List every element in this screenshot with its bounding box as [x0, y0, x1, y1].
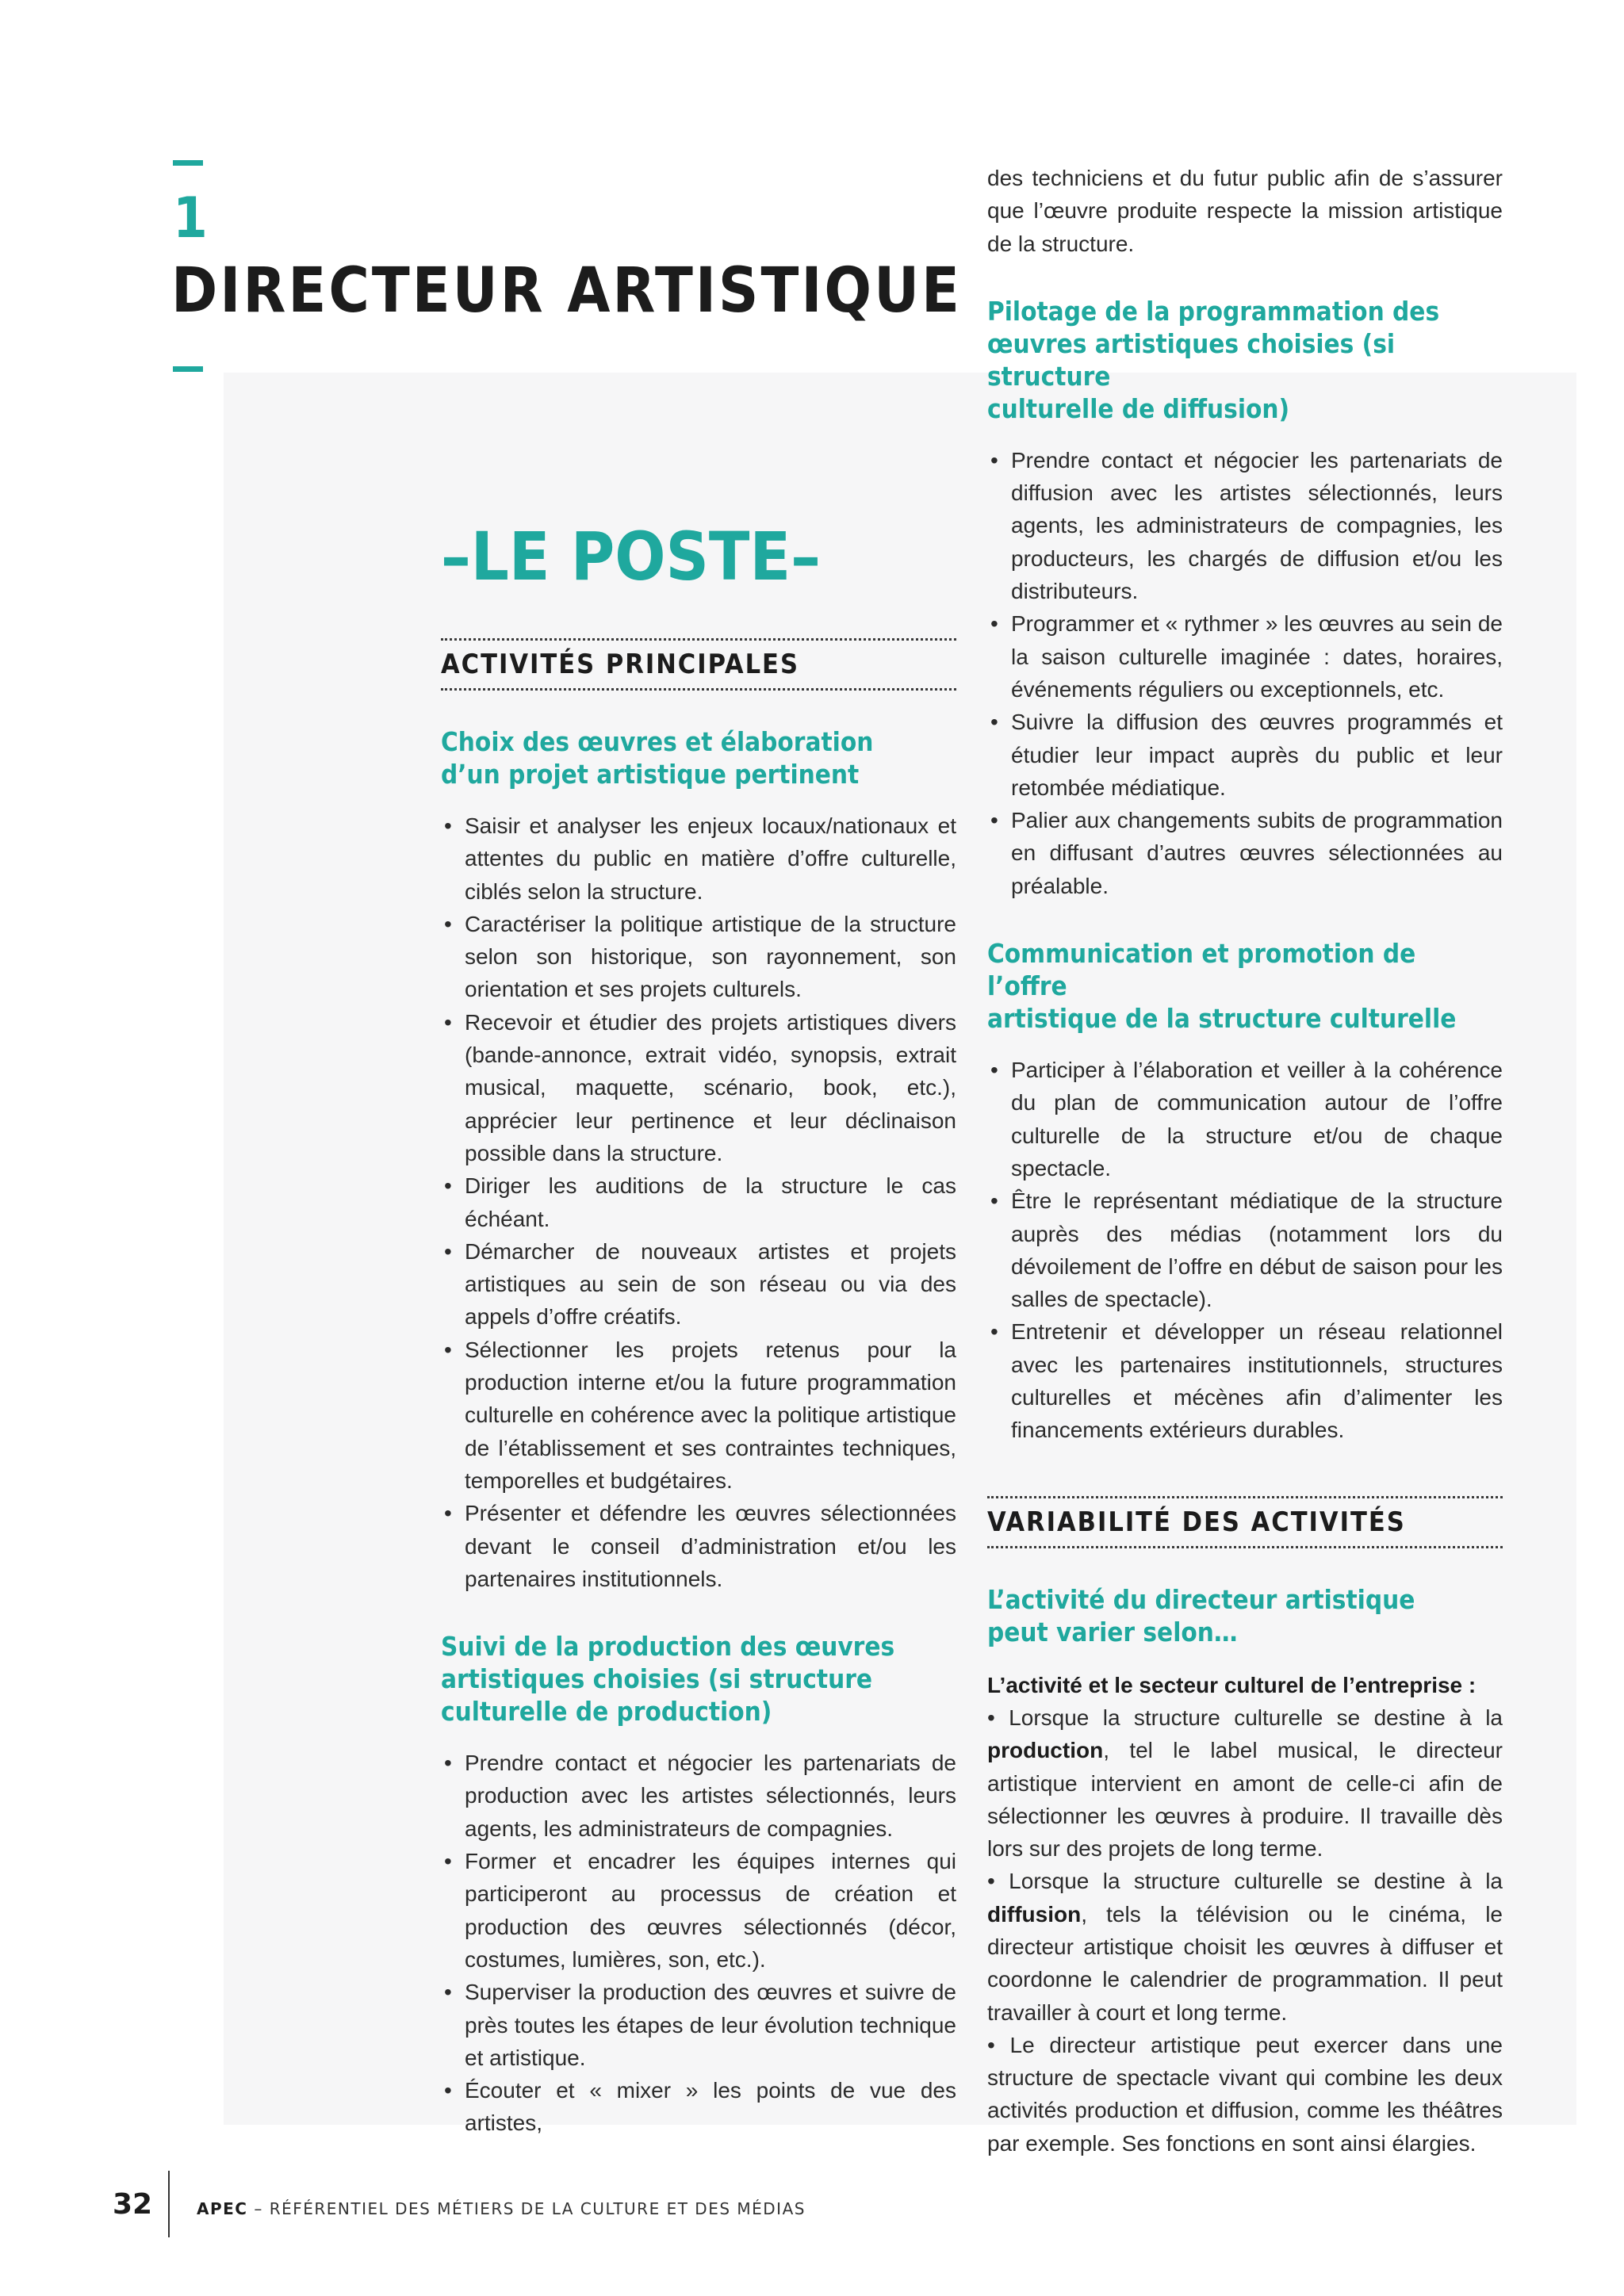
subheading-communication-promotion: Communication et promotion de l’offre artistique de la structure culturelle [987, 938, 1457, 1035]
chapter-number: 1 [173, 186, 208, 251]
subheading-choix-oeuvres: Choix des œuvres et élaboration d’un projet artistique pertinent [441, 726, 874, 790]
list-choix-oeuvres [441, 809, 956, 1595]
continuation-text: des techniciens et du futur public afin de s’assurer que l’œuvre produite respecte la mission artistique de la structure. [987, 166, 1503, 256]
list-item: • Écouter et « mixer » les points de vue des artistes, [441, 2074, 956, 2140]
chapter-dash-top [173, 160, 203, 166]
list-item: • Prendre contact et négocier les partenariats de production avec les artistes sélectionnés, leurs agents, les administrateurs de compagnies. [441, 1747, 956, 1845]
list-item: • Programmer et « rythmer » les œuvres au sein de la saison culturelle imaginée : dates, horaires, événements réguliers ou exceptionnels, etc. [987, 607, 1503, 706]
right-column [987, 162, 1503, 2160]
page-number: 32 [113, 2188, 153, 2221]
list-item: • Diriger les auditions de la structure le cas échéant. [441, 1169, 956, 1235]
list-item: • Être le représentant médiatique de la structure auprès des médias (notamment lors du dévoilement de l’offre en début de saison pour les salles de spectacle). [987, 1184, 1503, 1315]
list-item: • Superviser la production des œuvres et suivre de près toutes les étapes de leur évolution technique et artistique. [441, 1976, 956, 2074]
list-item: • Démarcher de nouveaux artistes et projets artistiques au sein de son réseau ou via des appels d’offre créatifs. [441, 1235, 956, 1334]
list-item: • Présenter et défendre les œuvres sélectionnées devant le conseil d’administration et/ou les partenaires institutionnels. [441, 1497, 956, 1595]
variabilite-paragraph-diffusion: • Lorsque la structure culturelle se destine à la diffusion, tels la télévision ou le cinéma, le directeur artistique choisit les œuvres à diffuser et coordonne le calendrier de programmation. Il peut travailler à court et long terme. [987, 1869, 1503, 2025]
list-pilotage-programmation [987, 444, 1503, 902]
list-item: • Saisir et analyser les enjeux locaux/nationaux et attentes du public en matière d’offre culturelle, ciblés selon la structure. [441, 809, 956, 908]
chapter-title: DIRECTEUR ARTISTIQUE [171, 255, 962, 327]
list-item: • Recevoir et étudier des projets artistiques divers (bande-annonce, extrait vidéo, synopsis, extrait musical, maquette, scénario, book, etc.), apprécier leur pertinence et leur déclinaison possible dans la structure. [441, 1006, 956, 1169]
subheading-pilotage-programmation: Pilotage de la programmation des œuvres artistiques choisies (si structure culturelle de diffusion) [987, 295, 1440, 424]
heading-activites-principales: ACTIVITÉS PRINCIPALES [441, 638, 956, 691]
variabilite-lead: L’activité et le secteur culturel de l’entreprise : [987, 1672, 1477, 1697]
subheading-suivi-production: Suivi de la production des œuvres artistiques choisies (si structure culturelle de production) [441, 1631, 895, 1728]
list-communication-promotion [987, 1054, 1503, 1447]
heading-variabilite-activites: VARIABILITÉ DES ACTIVITÉS [987, 1496, 1503, 1548]
running-footer: APEC – RÉFÉRENTIEL DES MÉTIERS DE LA CULTURE ET DES MÉDIAS [197, 2199, 806, 2218]
list-item: • Prendre contact et négocier les partenariats de diffusion avec les artistes sélectionnés, leurs agents, les administrateurs de compagnies, les producteurs, les chargés de diffusion et/ou les distributeurs. [987, 444, 1503, 607]
subheading-activite-varier: L’activité du directeur artistique peut varier selon… [987, 1583, 1415, 1647]
left-column [441, 638, 956, 2140]
list-item: • Sélectionner les projets retenus pour la production interne et/ou la future programmation culturelle en cohérence avec la politique artistique de l’établissement et ses contraintes techniques, temporelles et budgétaires. [441, 1334, 956, 1497]
list-item: • Suivre la diffusion des œuvres programmés et étudier leur impact auprès du public et leur retombée médiatique. [987, 706, 1503, 804]
list-item: • Palier aux changements subits de programmation en diffusant d’autres œuvres sélectionnées au préalable. [987, 804, 1503, 902]
chapter-dash-bottom [173, 366, 203, 372]
list-item: • Former et encadrer les équipes internes qui participeront au processus de création et production des œuvres sélectionnés (décor, costumes, lumières, son, etc.). [441, 1845, 956, 1976]
variabilite-paragraph-production: • Lorsque la structure culturelle se destine à la production, tel le label musical, le directeur artistique intervient en amont de celle-ci afin de sélectionner les œuvres à produire. Il travaille dès lors sur des projets de long terme. [987, 1705, 1503, 1862]
list-item: • Entretenir et développer un réseau relationnel avec les partenaires institutionnels, structures culturelles et mécènes afin d’alimenter les financements extérieurs durables. [987, 1315, 1503, 1446]
list-item: • Caractériser la politique artistique de la structure selon son historique, son rayonnement, son orientation et ses projets culturels. [441, 908, 956, 1006]
footer-divider [168, 2171, 170, 2237]
list-suivi-production [441, 1747, 956, 2140]
section-title-le-poste: –LE POSTE– [441, 518, 821, 595]
list-item: • Participer à l’élaboration et veiller à la cohérence du plan de communication autour de l’offre culturelle de la structure et/ou de chaque spectacle. [987, 1054, 1503, 1184]
variabilite-paragraph-mixte: • Le directeur artistique peut exercer dans une structure de spectacle vivant qui combine les deux activités production et diffusion, comme les théâtres par exemple. Ses fonctions en sont ainsi élargies. [987, 2032, 1503, 2156]
